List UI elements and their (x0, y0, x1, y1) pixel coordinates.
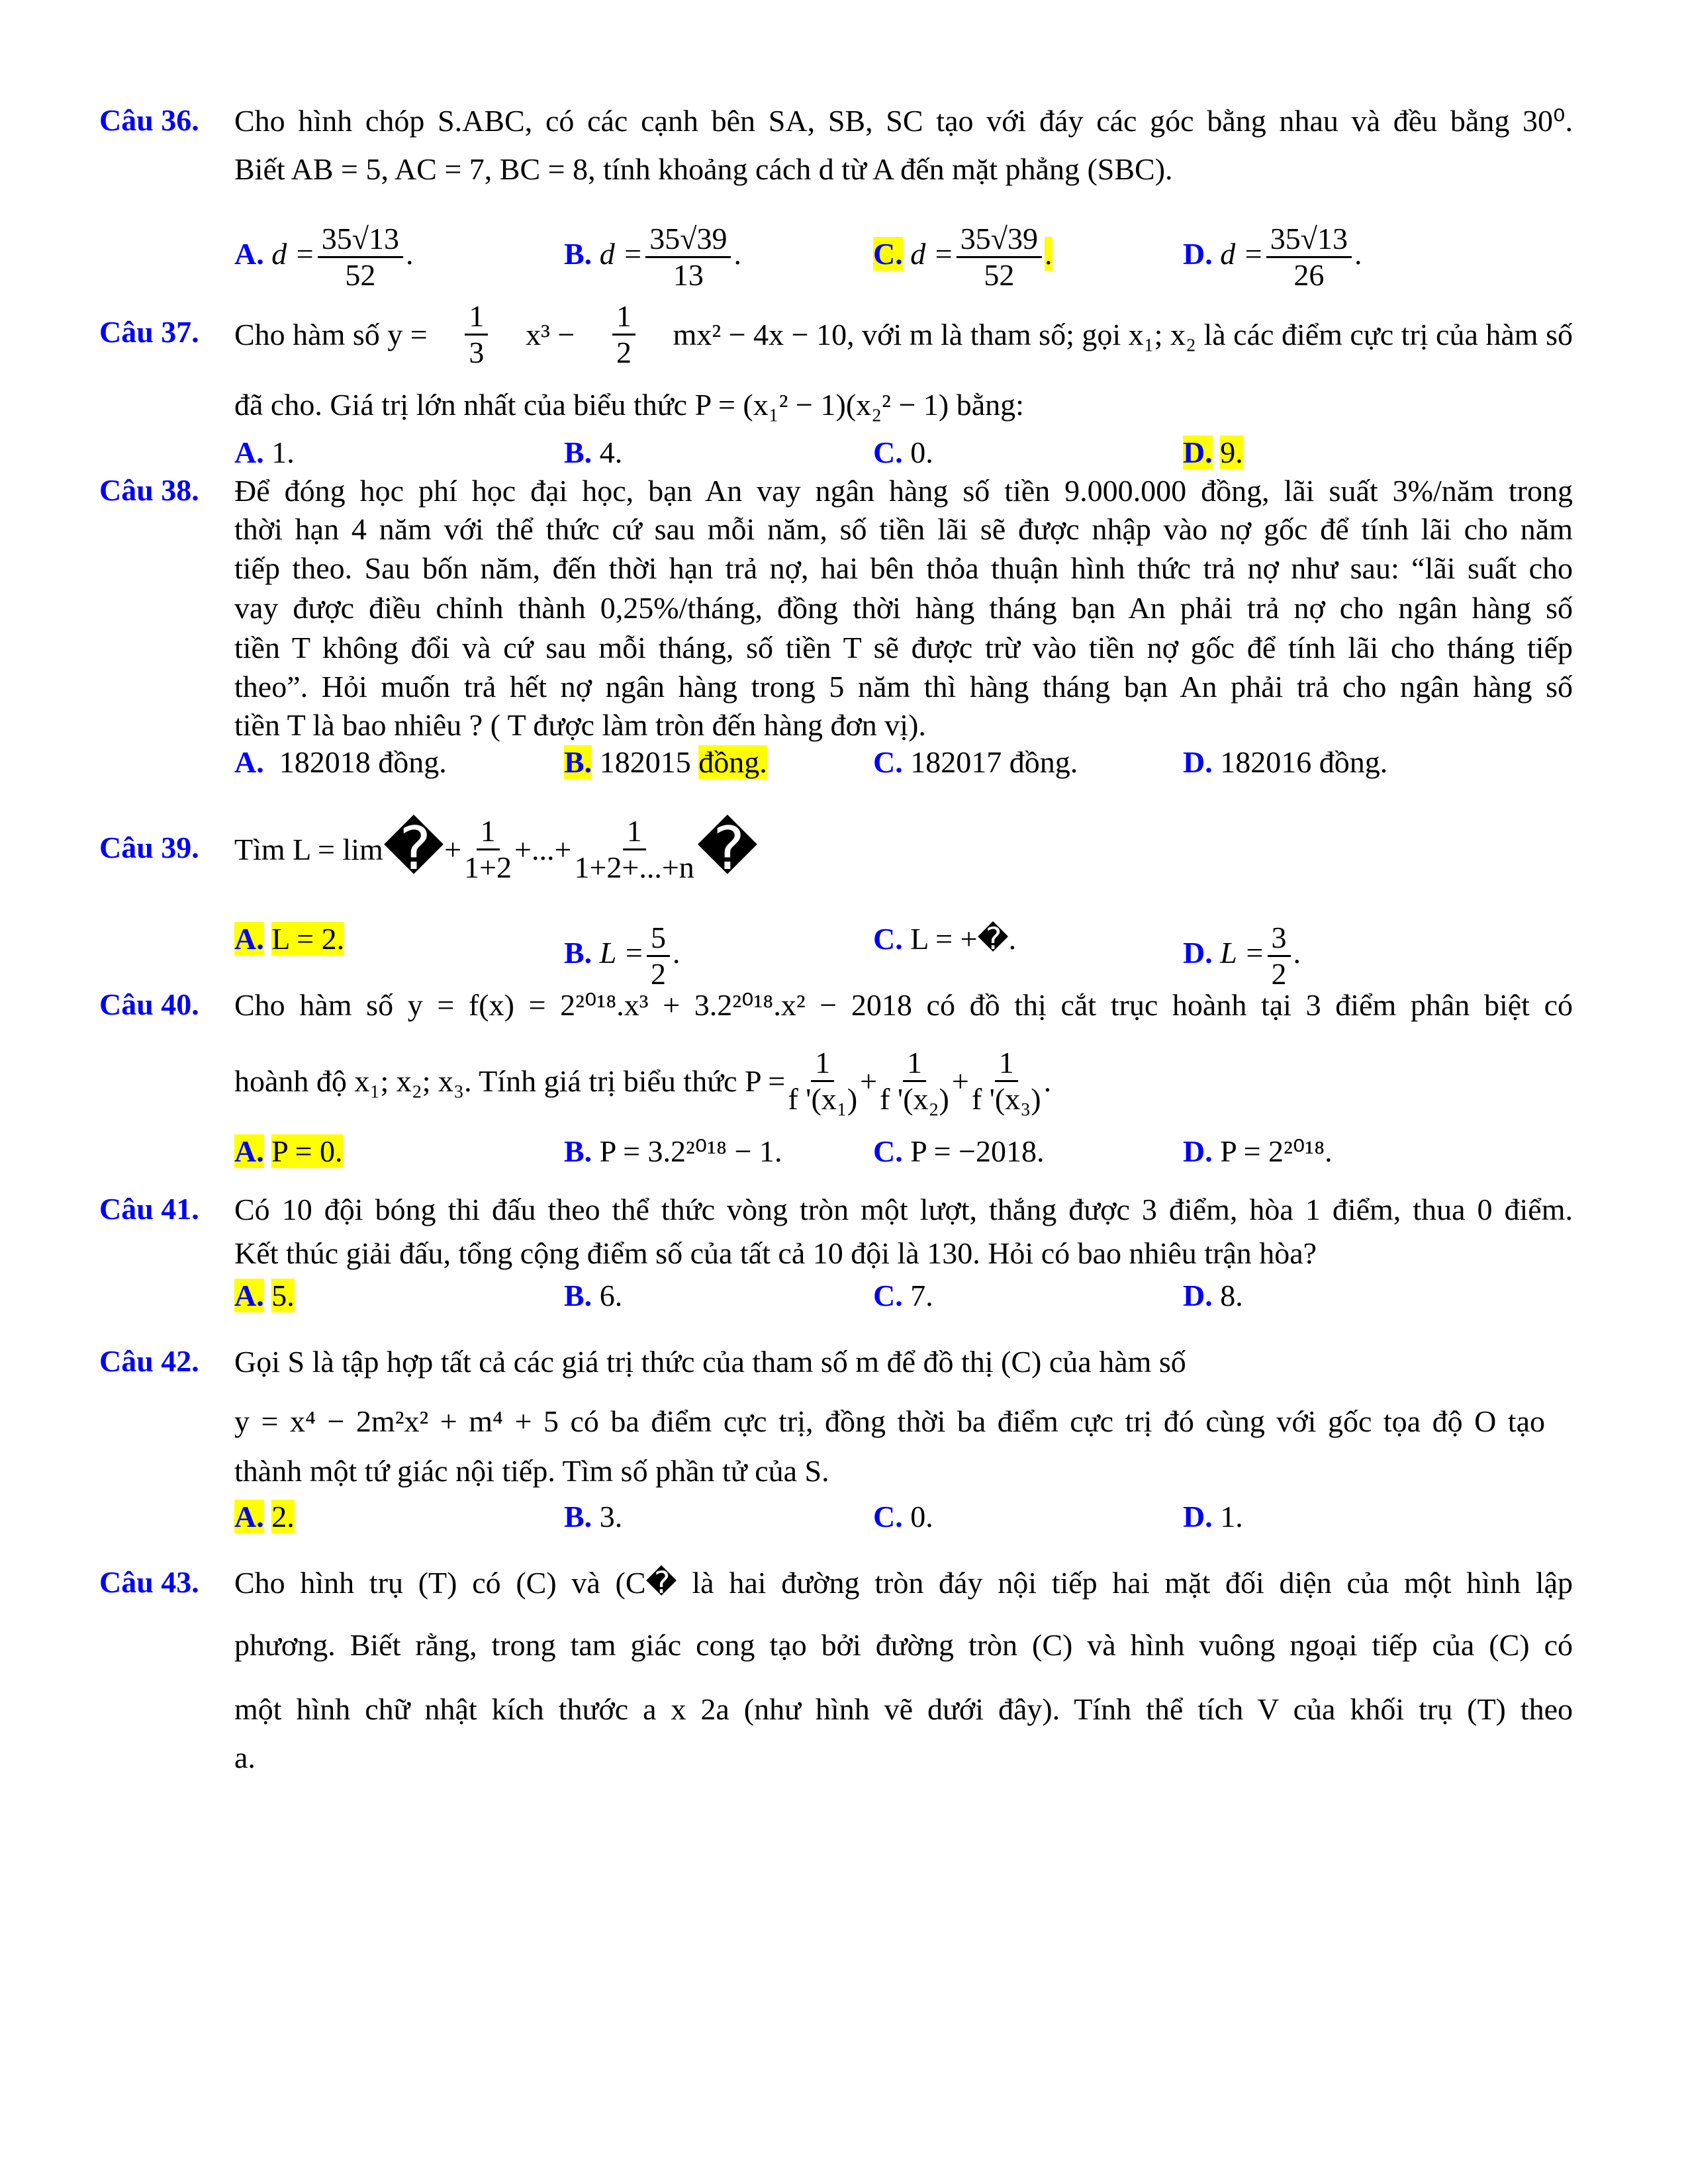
question-42-text: y = x⁴ − 2m²x² + m⁴ + 5 có ba điểm cực trị, đồng thời ba điểm cực trị đó cùng với gốc tọa độ O tạo (234, 1404, 1545, 1438)
answer-letter: B. (564, 936, 592, 970)
answer-letter: B. (564, 435, 592, 469)
answer-letter: D. (1183, 435, 1213, 469)
numerator: 1 (612, 299, 635, 336)
text-segment: mx² − 4x − 10, với m là tham số; gọi x₁; x₂ là các điểm cực trị của hàm số (673, 317, 1573, 351)
answer-text: 9. (1220, 435, 1243, 469)
answer-text: 1. (271, 435, 295, 469)
answer-letter: C. (873, 435, 903, 469)
question-38-text: thời hạn 4 năm với thể thức cứ sau mỗi năm, số tiền lãi sẽ được nhập vào nợ gốc để tính lãi cho năm (234, 512, 1573, 546)
answer-37-b[interactable] (564, 434, 622, 471)
answer-text: L = 2. (271, 922, 345, 956)
question-36-text: Biết AB = 5, AC = 7, BC = 8, tính khoảng cách d từ A đến mặt phẳng (SBC). (234, 152, 1173, 186)
answer-letter: B. (564, 1134, 592, 1168)
answer-42-d[interactable] (1183, 1498, 1243, 1535)
denominator: 1+2+...+n (574, 850, 694, 884)
numerator: 5 (647, 921, 670, 957)
fraction (612, 299, 635, 370)
answer-letter: D. (1183, 1279, 1213, 1312)
fraction (647, 921, 670, 991)
question-38-text: vay được điều chỉnh thành 0,25%/tháng, đồng thời hàng tháng bạn An phải trả nợ cho ngân hàng số (234, 591, 1573, 625)
text-segment: + (951, 1064, 969, 1098)
denominator: 52 (984, 258, 1015, 292)
question-38-text: tiếp theo. Sau bốn năm, đến thời hạn trả nợ, hai bên thỏa thuận hình thức trả nợ như sau: “lãi suất cho (234, 551, 1573, 585)
answer-suffix: . (733, 237, 741, 271)
answer-40-b[interactable] (564, 1133, 782, 1170)
answer-letter: C. (873, 1134, 903, 1168)
answer-letter: C. (873, 922, 903, 956)
question-42-label: Câu 42. (99, 1344, 199, 1378)
answer-letter: D. (1183, 1134, 1213, 1168)
question-43-text: một hình chữ nhật kích thước a x 2a (như hình vẽ dưới đây). Tính thể tích V của khối trụ (T) theo (234, 1692, 1573, 1726)
answer-36-d[interactable] (1183, 222, 1362, 293)
answer-text: 182015 (599, 745, 699, 779)
denominator: f '(x₃) (971, 1082, 1041, 1116)
question-39-label: Câu 39. (99, 831, 199, 864)
answer-text: đồng. (698, 745, 767, 779)
answer-suffix: . (1045, 237, 1053, 271)
text-segment: . (1043, 1064, 1052, 1098)
answer-41-b[interactable] (564, 1277, 622, 1314)
numerator: 1 (811, 1046, 834, 1082)
question-43-text: a. (234, 1741, 256, 1774)
answer-38-d[interactable] (1183, 744, 1387, 781)
question-38-text: Để đóng học phí học đại học, bạn An vay ngân hàng số tiền 9.000.000 đồng, lãi suất 3%/năm trong (234, 474, 1573, 508)
fraction (1266, 222, 1352, 293)
answer-40-a[interactable] (234, 1133, 343, 1170)
answer-42-b[interactable] (564, 1498, 622, 1535)
answer-letter: B. (564, 745, 592, 779)
question-36-text: Cho hình chóp S.ABC, có các cạnh bên SA, SB, SC tạo với đáy các góc bằng nhau và đều bằng 30⁰. (234, 104, 1573, 138)
answer-text: 5. (271, 1279, 295, 1312)
answer-39-b[interactable] (564, 921, 680, 991)
denominator: 3 (469, 336, 485, 369)
answer-letter: A. (234, 237, 264, 271)
answer-text: 182018 đồng. (279, 745, 447, 779)
question-38-text: theo”. Hỏi muốn trả hết nợ ngân hàng trong 5 năm thì hàng tháng bạn An phải trả cho ngân hàng số (234, 670, 1573, 704)
text-segment: + (860, 1064, 878, 1098)
numerator: 35√39 (645, 222, 731, 258)
answer-text: 182017 đồng. (910, 745, 1078, 779)
answer-letter: B. (564, 237, 592, 271)
answer-letter: A. (234, 1500, 264, 1533)
question-38-label: Câu 38. (99, 473, 199, 507)
denominator: 26 (1293, 258, 1325, 292)
answer-37-c[interactable] (873, 434, 933, 471)
left-bracket-glyph: � (383, 816, 445, 882)
answer-39-a[interactable] (234, 921, 344, 958)
numerator: 1 (903, 1046, 926, 1082)
answer-37-a[interactable] (234, 434, 295, 471)
question-41-text: Kết thúc giải đấu, tổng cộng điểm số của tất cả 10 đội là 130. Hỏi có bao nhiêu trận hòa? (234, 1236, 1317, 1270)
question-38-text: tiền T là bao nhiêu ? ( T được làm tròn đến hàng đơn vị). (234, 708, 926, 742)
denominator: 2 (1271, 957, 1287, 991)
fraction (465, 299, 488, 370)
question-43-text: phương. Biết rằng, trong tam giác cong tạo bởi đường tròn (C) và hình vuông ngoại tiếp của (C) có (234, 1628, 1573, 1662)
answer-text: 0. (910, 435, 933, 469)
fraction (574, 814, 694, 885)
answer-letter: B. (564, 1279, 592, 1312)
answer-letter: A. (234, 435, 264, 469)
numerator: 35√13 (1266, 222, 1352, 258)
answer-prefix: d = (910, 237, 954, 271)
answer-text: P = 0. (271, 1134, 343, 1168)
question-42-text: thành một tứ giác nội tiếp. Tìm số phần tử của S. (234, 1454, 829, 1488)
answer-text: 182016 đồng. (1220, 745, 1388, 779)
answer-letter: D. (1183, 1500, 1213, 1533)
text-segment: +...+ (514, 832, 572, 866)
answer-suffix: . (406, 237, 414, 271)
answer-38-c[interactable] (873, 744, 1078, 781)
fraction (788, 1046, 857, 1116)
answer-letter: C. (873, 1500, 903, 1533)
denominator: 2 (616, 336, 632, 369)
answer-letter: D. (1183, 936, 1213, 970)
denominator: 52 (345, 258, 376, 292)
answer-36-b[interactable] (564, 222, 741, 293)
answer-text: 6. (599, 1279, 623, 1312)
answer-letter: D. (1183, 745, 1213, 779)
fraction (880, 1046, 949, 1116)
answer-text: 4. (599, 435, 623, 469)
answer-text: 2. (271, 1500, 295, 1533)
text-segment: hoành độ x₁; x₂; x₃. Tính giá trị biểu thức P = (234, 1064, 786, 1098)
answer-text: 3. (599, 1500, 623, 1533)
fraction (1268, 921, 1291, 991)
fraction (645, 222, 731, 293)
denominator: 13 (673, 258, 704, 292)
answer-41-c[interactable] (873, 1277, 933, 1314)
answer-40-c[interactable] (873, 1133, 1045, 1170)
answer-text: P = 3.2²⁰¹⁸ − 1. (599, 1134, 782, 1168)
answer-letter: A. (234, 922, 264, 956)
fraction (464, 814, 512, 885)
answer-42-a[interactable] (234, 1498, 295, 1535)
question-43-text: Cho hình trụ (T) có (C) và (C� là hai đường tròn đáy nội tiếp hai mặt đối diện của một hình lập (234, 1566, 1573, 1600)
answer-prefix: d = (599, 237, 643, 271)
answer-39-d[interactable] (1183, 921, 1301, 991)
question-37-text: đã cho. Giá trị lớn nhất của biểu thức P = (x₁² − 1)(x₂² − 1) bằng: (234, 388, 1024, 422)
question-43-label: Câu 43. (99, 1565, 199, 1599)
numerator: 1 (465, 299, 488, 336)
question-41-label: Câu 41. (99, 1192, 199, 1226)
answer-suffix: . (672, 936, 680, 970)
fraction (957, 222, 1042, 293)
question-37-text (234, 299, 1573, 370)
text-segment: Cho hàm số y = (234, 317, 428, 351)
right-bracket-glyph: � (696, 816, 759, 882)
answer-38-a[interactable] (234, 744, 447, 781)
answer-36-a[interactable] (234, 222, 414, 293)
denominator: f '(x₁) (788, 1082, 858, 1116)
answer-letter: A. (234, 1134, 264, 1168)
question-40-text: Cho hàm số y = f(x) = 2²⁰¹⁸.x³ + 3.2²⁰¹⁸.x² − 2018 có đồ thị cắt trục hoành tại 3 điểm phân biệt có (234, 988, 1573, 1022)
answer-letter: A. (234, 1279, 264, 1312)
answer-letter: C. (873, 745, 903, 779)
answer-37-d[interactable] (1183, 434, 1243, 471)
answer-41-d[interactable] (1183, 1277, 1243, 1314)
question-36-label: Câu 36. (99, 103, 199, 137)
answer-42-c[interactable] (873, 1498, 933, 1535)
answer-prefix: d = (271, 237, 315, 271)
numerator: 1 (477, 814, 500, 850)
text-segment: + (444, 832, 462, 866)
answer-39-c[interactable] (873, 921, 1016, 958)
question-40-label: Câu 40. (99, 987, 199, 1021)
answer-letter: C. (873, 1279, 903, 1312)
numerator: 35√13 (318, 222, 403, 258)
answer-letter: D. (1183, 237, 1213, 271)
answer-text: L = +�. (910, 922, 1017, 956)
question-38-text: tiền T không đổi và cứ sau mỗi tháng, số tiền T sẽ được trừ vào tiền nợ gốc để tính lãi cho tháng tiếp (234, 631, 1573, 664)
question-41-text: Có 10 đội bóng thi đấu theo thể thức vòng tròn một lượt, thắng được 3 điểm, hòa 1 điểm, thua 0 điểm. (234, 1193, 1573, 1226)
answer-text: 8. (1220, 1279, 1243, 1312)
fraction (318, 222, 403, 293)
answer-36-c[interactable] (873, 222, 1053, 293)
numerator: 1 (623, 814, 646, 850)
answer-letter: C. (873, 237, 903, 271)
answer-text: 1. (1220, 1500, 1243, 1533)
answer-suffix: . (1293, 936, 1301, 970)
answer-text: 7. (910, 1279, 933, 1312)
question-39-text (234, 814, 758, 885)
text-segment: x³ − (526, 317, 575, 351)
text-segment: Tìm L = lim (234, 832, 383, 866)
answer-letter: B. (564, 1500, 592, 1533)
question-37-label: Câu 37. (99, 315, 199, 349)
answer-suffix: . (1354, 237, 1362, 271)
denominator: 2 (650, 957, 666, 991)
answer-text: 0. (910, 1500, 933, 1533)
answer-letter: A. (234, 745, 264, 779)
answer-41-a[interactable] (234, 1277, 295, 1314)
question-40-text (234, 1046, 1051, 1116)
denominator: 1+2 (464, 850, 512, 884)
answer-text: P = 2²⁰¹⁸. (1220, 1134, 1333, 1168)
answer-prefix: L = (599, 936, 644, 970)
numerator: 1 (995, 1046, 1018, 1082)
numerator: 35√39 (957, 222, 1042, 258)
numerator: 3 (1268, 921, 1291, 957)
answer-prefix: d = (1220, 237, 1264, 271)
answer-38-b[interactable] (564, 744, 767, 781)
denominator: f '(x₂) (880, 1082, 949, 1116)
fraction (972, 1046, 1041, 1116)
question-42-text: Gọi S là tập hợp tất cả các giá trị thức của tham số m để đồ thị (C) của hàm số (234, 1345, 1186, 1379)
answer-prefix: L = (1220, 936, 1265, 970)
answer-40-d[interactable] (1183, 1133, 1333, 1170)
answer-text: P = −2018. (910, 1134, 1045, 1168)
